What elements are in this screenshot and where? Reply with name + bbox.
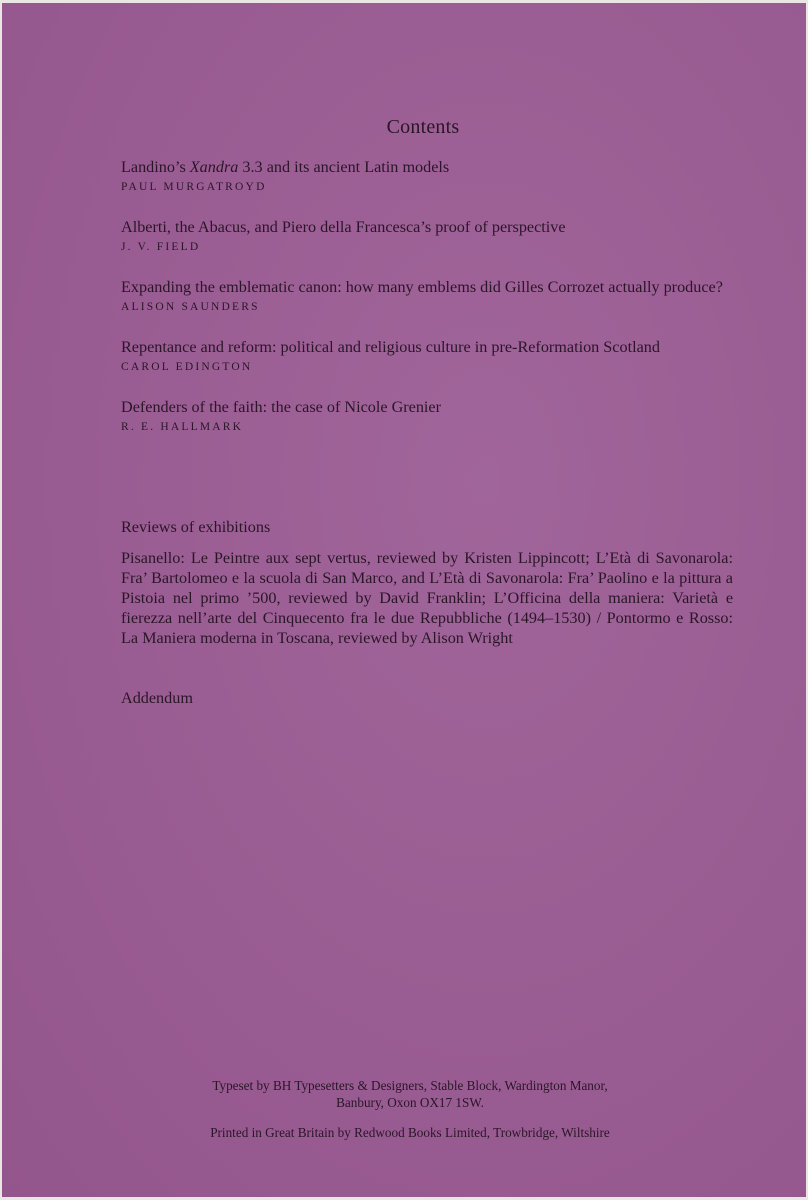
reviews-heading: Reviews of exhibitions: [121, 518, 271, 536]
article-author: CAROL EDINGTON: [121, 361, 253, 373]
article-author: ALISON SAUNDERS: [121, 301, 260, 313]
article-title-italic: Xandra: [189, 158, 239, 176]
article-title: Repentance and reform: political and religious culture in pre-Reformation Scotland: [121, 338, 660, 356]
page-title: Contents: [386, 116, 460, 138]
printer-credit: Printed in Great Britain by Redwood Books Limited, Trowbridge, Wiltshire: [210, 1125, 610, 1140]
article-author: R. E. HALLMARK: [121, 421, 244, 433]
contents-page: [2, 3, 806, 1197]
article-title-text: 3.3 and its ancient Latin models: [238, 158, 450, 176]
article-title: Alberti, the Abacus, and Piero della Francesca’s proof of perspective: [121, 218, 566, 236]
article-entry: [121, 337, 733, 376]
article-author: J. V. FIELD: [121, 241, 201, 253]
article-title-text: Landino’s: [121, 158, 190, 176]
article-title: [121, 157, 733, 177]
article-title: Defenders of the faith: the case of Nicole Grenier: [121, 398, 442, 416]
article-entry: [121, 157, 733, 196]
article-entry: [121, 217, 733, 256]
article-author: PAUL MURGATROYD: [121, 181, 267, 193]
typeset-credit: [14, 1077, 806, 1111]
article-title: Expanding the emblematic canon: how many emblems did Gilles Corrozet actually produce?: [121, 278, 723, 296]
typeset-line: Banbury, Oxon OX17 1SW.: [336, 1095, 484, 1110]
reviews-body: Pisanello: Le Peintre aux sept vertus, reviewed by Kristen Lippincott; L’Età di Savonarola: Fra’ Bartolomeo e la scuola di San Marco, and L’Età di Savonarola: Fra’ Paolino e la pittura a Pistoia nel primo ’500, reviewed by David Franklin; L’Officina della maniera: Varietà e fierezza nell’arte del Cinquecento fra le due Repubbliche (1494–1530) / Pontormo e Rosso: La Maniera moderna in Toscana, reviewed by Alison Wright: [121, 549, 733, 647]
article-list: [121, 157, 733, 457]
colophon: [14, 1077, 806, 1154]
article-entry: [121, 397, 733, 436]
addendum-entry: Addendum: [121, 689, 193, 707]
typeset-line: Typeset by BH Typesetters & Designers, Stable Block, Wardington Manor,: [212, 1078, 608, 1093]
article-entry: [121, 277, 733, 316]
